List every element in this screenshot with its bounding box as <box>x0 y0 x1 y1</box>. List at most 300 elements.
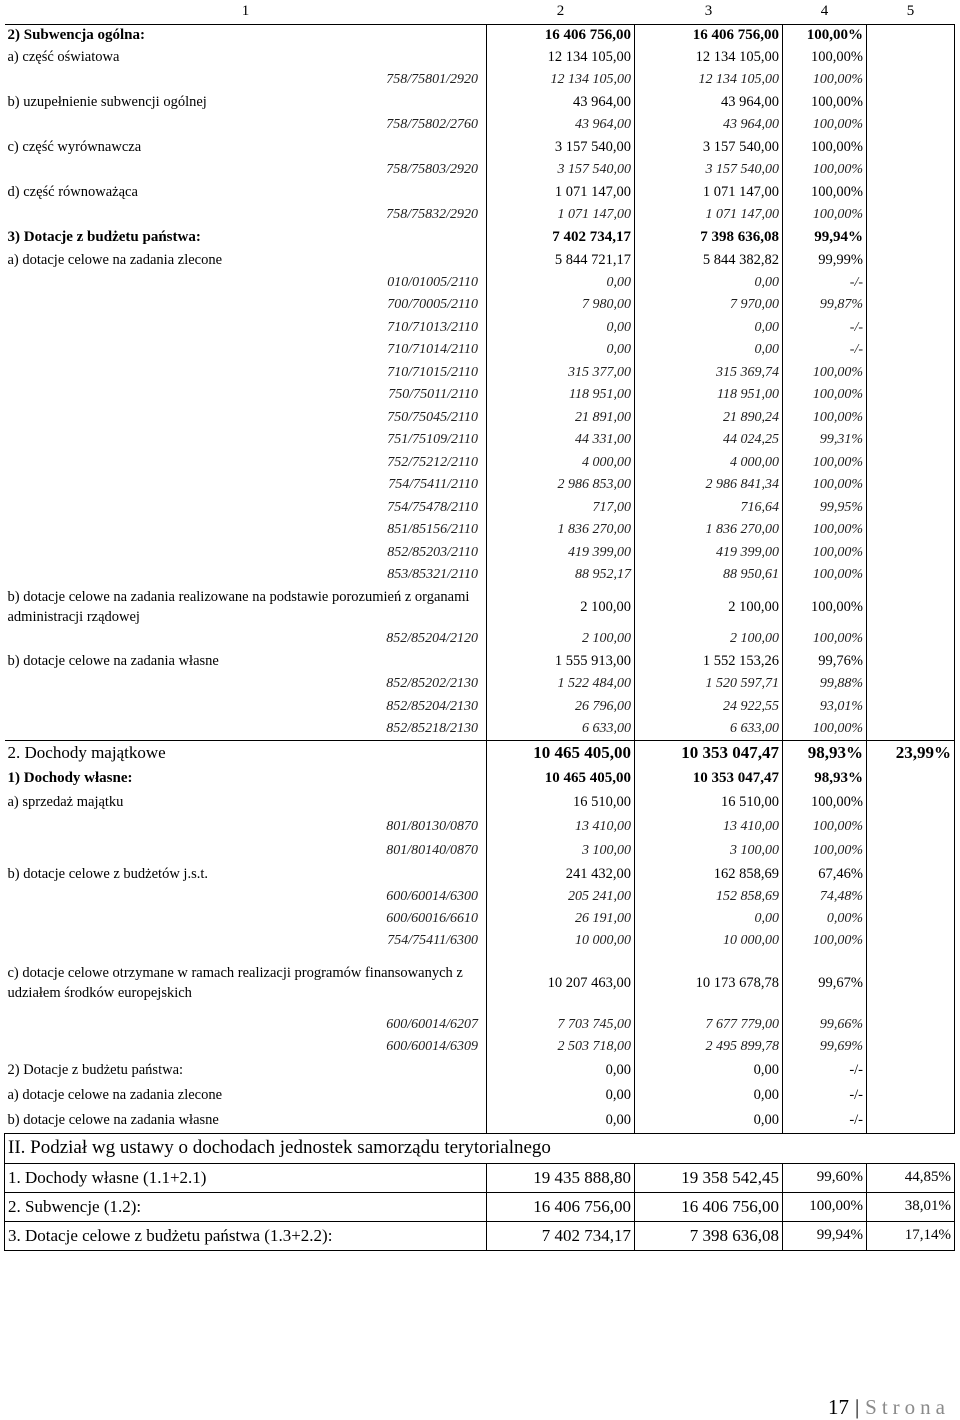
share-percent <box>867 815 955 839</box>
planned-value: 16 406 756,00 <box>487 1192 635 1221</box>
planned-value: 88 952,17 <box>487 564 635 586</box>
planned-value: 7 402 734,17 <box>487 1221 635 1250</box>
executed-value: 16 406 756,00 <box>635 24 783 46</box>
planned-value: 118 951,00 <box>487 384 635 406</box>
budget-code: 852/85202/2130 <box>386 676 478 691</box>
planned-value: 7 980,00 <box>487 294 635 316</box>
executed-value: 419 399,00 <box>635 541 783 564</box>
execution-percent: 100,00% <box>783 839 867 862</box>
summary-label: 1. Dochody własne (1.1+2.1) <box>5 1163 487 1192</box>
section2-title-row <box>5 1133 955 1163</box>
share-percent <box>867 718 955 740</box>
executed-value: 162 858,69 <box>635 862 783 886</box>
budget-code: 750/75045/2110 <box>387 409 478 425</box>
row-label: 3) Dotacje z budżetu państwa: <box>7 229 201 245</box>
code-row <box>5 695 955 718</box>
budget-code: 851/85156/2110 <box>387 522 478 537</box>
budget-code: 710/71014/2110 <box>387 342 478 357</box>
execution-percent: 100,00% <box>783 790 867 815</box>
code-row <box>5 69 955 91</box>
planned-value: 12 134 105,00 <box>487 46 635 69</box>
column-header-row <box>5 0 955 24</box>
execution-percent: 99,76% <box>783 650 867 673</box>
summary-row <box>5 1192 955 1221</box>
budget-code: 852/85204/2120 <box>386 631 478 646</box>
share-percent <box>867 564 955 586</box>
row-label: b) dotacje celowe na zadania własne <box>7 1111 219 1128</box>
planned-value: 13 410,00 <box>487 815 635 839</box>
executed-value: 4 000,00 <box>635 451 783 474</box>
share-percent <box>867 451 955 474</box>
code-row <box>5 541 955 564</box>
planned-value: 1 555 913,00 <box>487 650 635 673</box>
planned-value: 1 836 270,00 <box>487 519 635 541</box>
share-percent <box>867 862 955 886</box>
share-percent <box>867 930 955 952</box>
execution-percent: 100,00% <box>783 69 867 91</box>
execution-percent: 100,00% <box>783 204 867 226</box>
planned-value: 7 703 745,00 <box>487 1014 635 1036</box>
execution-percent: 74,48% <box>783 886 867 908</box>
planned-value: 241 432,00 <box>487 862 635 886</box>
executed-value: 0,00 <box>635 1108 783 1133</box>
summary-label: 2. Subwencje (1.2): <box>5 1192 487 1221</box>
share-percent <box>867 790 955 815</box>
planned-value: 2 100,00 <box>487 628 635 650</box>
col-header-1: 1 <box>241 3 250 20</box>
share-percent <box>867 24 955 46</box>
code-row <box>5 451 955 474</box>
footer-separator: | <box>854 1395 860 1419</box>
planned-value: 0,00 <box>487 339 635 361</box>
share-percent <box>867 226 955 249</box>
category-row <box>5 952 955 1014</box>
executed-value: 2 100,00 <box>635 628 783 650</box>
planned-value: 16 510,00 <box>487 790 635 815</box>
execution-percent: -/- <box>783 339 867 361</box>
share-percent <box>867 429 955 451</box>
executed-value: 19 358 542,45 <box>635 1163 783 1192</box>
summary-label: 3. Dotacje celowe z budżetu państwa (1.3+2.2): <box>5 1221 487 1250</box>
execution-percent: 100,00% <box>783 628 867 650</box>
category-row <box>5 862 955 886</box>
budget-code: 751/75109/2110 <box>387 432 478 447</box>
execution-percent: 99,94% <box>783 226 867 249</box>
planned-value: 5 844 721,17 <box>487 249 635 271</box>
planned-value: 16 406 756,00 <box>487 24 635 46</box>
budget-code: 600/60014/6207 <box>386 1017 478 1032</box>
execution-percent: -/- <box>783 1058 867 1083</box>
summary-row <box>5 1221 955 1250</box>
code-row <box>5 815 955 839</box>
share-percent <box>867 406 955 429</box>
code-row <box>5 384 955 406</box>
executed-value: 10 353 047,47 <box>635 740 783 766</box>
code-row <box>5 406 955 429</box>
execution-percent: 100,00% <box>783 384 867 406</box>
col-header-5: 5 <box>906 3 915 20</box>
planned-value: 1 071 147,00 <box>487 181 635 204</box>
planned-value: 10 000,00 <box>487 930 635 952</box>
share-percent <box>867 474 955 496</box>
execution-percent: 98,93% <box>783 766 867 790</box>
executed-value: 1 071 147,00 <box>635 181 783 204</box>
code-row <box>5 1036 955 1058</box>
planned-value: 26 796,00 <box>487 695 635 718</box>
executed-value: 10 173 678,78 <box>635 952 783 1014</box>
executed-value: 0,00 <box>635 271 783 294</box>
executed-value: 7 970,00 <box>635 294 783 316</box>
code-row <box>5 718 955 740</box>
row-label: b) dotacje celowe na zadania własne <box>7 653 219 669</box>
executed-value: 3 157 540,00 <box>635 159 783 181</box>
executed-value: 1 836 270,00 <box>635 519 783 541</box>
executed-value: 24 922,55 <box>635 695 783 718</box>
planned-value: 10 465 405,00 <box>487 740 635 766</box>
planned-value: 6 633,00 <box>487 718 635 740</box>
share-percent <box>867 519 955 541</box>
row-label: b) dotacje celowe z budżetów j.s.t. <box>7 865 209 882</box>
execution-percent: 99,87% <box>783 294 867 316</box>
share-percent <box>867 1014 955 1036</box>
share-percent <box>867 1108 955 1133</box>
share-percent <box>867 384 955 406</box>
row-label: 2. Dochody majątkowe <box>5 740 487 766</box>
executed-value: 0,00 <box>635 1058 783 1083</box>
planned-value: 4 000,00 <box>487 451 635 474</box>
code-row <box>5 271 955 294</box>
share-percent <box>867 204 955 226</box>
category-row <box>5 226 955 249</box>
executed-value: 12 134 105,00 <box>635 69 783 91</box>
row-label: c) dotacje celowe otrzymane w ramach realizacji programów finansowanych z udziałem środków europejskich <box>7 965 463 1001</box>
planned-value: 0,00 <box>487 271 635 294</box>
category-row <box>5 46 955 69</box>
executed-value: 6 633,00 <box>635 718 783 740</box>
planned-value: 43 964,00 <box>487 114 635 136</box>
execution-percent: 100,00% <box>783 451 867 474</box>
execution-percent: 67,46% <box>783 862 867 886</box>
share-percent <box>867 586 955 628</box>
execution-percent: 100,00% <box>783 91 867 114</box>
execution-percent: 100,00% <box>783 136 867 159</box>
row-label: 2) Subwencja ogólna: <box>5 24 487 46</box>
planned-value: 44 331,00 <box>487 429 635 451</box>
executed-value: 16 510,00 <box>635 790 783 815</box>
row-label: b) uzupełnienie subwencji ogólnej <box>7 94 207 110</box>
code-row <box>5 628 955 650</box>
execution-percent: 100,00% <box>783 474 867 496</box>
code-row <box>5 361 955 384</box>
executed-value: 315 369,74 <box>635 361 783 384</box>
executed-value: 16 406 756,00 <box>635 1192 783 1221</box>
code-row <box>5 519 955 541</box>
budget-code: 700/70005/2110 <box>387 297 478 312</box>
planned-value: 205 241,00 <box>487 886 635 908</box>
row-label: d) część równoważąca <box>7 184 138 200</box>
code-row <box>5 1014 955 1036</box>
share-percent: 44,85% <box>867 1163 955 1192</box>
planned-value: 419 399,00 <box>487 541 635 564</box>
planned-value: 717,00 <box>487 496 635 519</box>
execution-percent: 100,00% <box>783 24 867 46</box>
executed-value: 118 951,00 <box>635 384 783 406</box>
category-row <box>5 91 955 114</box>
share-percent <box>867 650 955 673</box>
execution-percent: 100,00% <box>783 586 867 628</box>
executed-value: 43 964,00 <box>635 91 783 114</box>
share-percent <box>867 271 955 294</box>
execution-percent: -/- <box>783 271 867 294</box>
planned-value: 19 435 888,80 <box>487 1163 635 1192</box>
executed-value: 2 495 899,78 <box>635 1036 783 1058</box>
income-table <box>4 0 955 1251</box>
share-percent <box>867 181 955 204</box>
code-row <box>5 294 955 316</box>
share-percent <box>867 766 955 790</box>
executed-value: 44 024,25 <box>635 429 783 451</box>
budget-code: 600/60014/6300 <box>386 889 478 904</box>
code-row <box>5 930 955 952</box>
executed-value: 1 520 597,71 <box>635 673 783 695</box>
execution-percent: 0,00% <box>783 908 867 930</box>
executed-value: 13 410,00 <box>635 815 783 839</box>
planned-value: 0,00 <box>487 1108 635 1133</box>
planned-value: 10 465 405,00 <box>487 766 635 790</box>
executed-value: 10 000,00 <box>635 930 783 952</box>
code-row <box>5 204 955 226</box>
category-row <box>5 650 955 673</box>
execution-percent: -/- <box>783 1108 867 1133</box>
executed-value: 0,00 <box>635 339 783 361</box>
budget-code: 852/85204/2130 <box>386 698 478 714</box>
row-label: a) część oświatowa <box>7 49 120 65</box>
execution-percent: 100,00% <box>783 1192 867 1221</box>
share-percent <box>867 339 955 361</box>
share-percent <box>867 886 955 908</box>
executed-value: 3 157 540,00 <box>635 136 783 159</box>
execution-percent: 100,00% <box>783 181 867 204</box>
execution-percent: 100,00% <box>783 930 867 952</box>
budget-code: 853/85321/2110 <box>387 567 478 582</box>
col-header-2: 2 <box>556 3 565 20</box>
execution-percent: 100,00% <box>783 46 867 69</box>
category-row <box>5 1108 955 1133</box>
code-row <box>5 429 955 451</box>
execution-percent: 98,93% <box>783 740 867 766</box>
row-label: a) dotacje celowe na zadania zlecone <box>7 1087 223 1103</box>
executed-value: 2 100,00 <box>635 586 783 628</box>
category-row <box>5 586 955 628</box>
share-percent <box>867 249 955 271</box>
planned-value: 3 157 540,00 <box>487 159 635 181</box>
executed-value: 7 398 636,08 <box>635 226 783 249</box>
planned-value: 10 207 463,00 <box>487 952 635 1014</box>
budget-code: 758/75803/2920 <box>386 162 478 177</box>
budget-code: 600/60014/6309 <box>386 1039 478 1054</box>
summary-row <box>5 1163 955 1192</box>
share-percent <box>867 496 955 519</box>
share-percent <box>867 1083 955 1108</box>
execution-percent: 100,00% <box>783 406 867 429</box>
row-label: 1) Dochody własne: <box>7 769 133 786</box>
share-percent <box>867 908 955 930</box>
execution-percent: 100,00% <box>783 159 867 181</box>
planned-value: 0,00 <box>487 1058 635 1083</box>
budget-code: 754/75411/6300 <box>387 933 478 948</box>
execution-percent: 100,00% <box>783 815 867 839</box>
budget-code: 752/75212/2110 <box>387 454 478 470</box>
code-row <box>5 673 955 695</box>
budget-code: 758/75802/2760 <box>386 117 478 132</box>
code-row <box>5 908 955 930</box>
execution-percent: -/- <box>783 316 867 339</box>
code-row <box>5 496 955 519</box>
share-percent <box>867 46 955 69</box>
planned-value: 1 522 484,00 <box>487 673 635 695</box>
execution-percent: 99,69% <box>783 1036 867 1058</box>
category-row <box>5 790 955 815</box>
executed-value: 5 844 382,82 <box>635 249 783 271</box>
budget-code: 010/01005/2110 <box>387 274 478 290</box>
planned-value: 21 891,00 <box>487 406 635 429</box>
execution-percent: 100,00% <box>783 718 867 740</box>
share-percent <box>867 541 955 564</box>
footer-page-word: Strona <box>865 1395 950 1419</box>
category-row <box>5 24 955 46</box>
planned-value: 3 157 540,00 <box>487 136 635 159</box>
share-percent: 23,99% <box>867 740 955 766</box>
execution-percent: 99,67% <box>783 952 867 1014</box>
col-header-4: 4 <box>820 3 829 20</box>
executed-value: 12 134 105,00 <box>635 46 783 69</box>
executed-value: 3 100,00 <box>635 839 783 862</box>
row-label: 2) Dotacje z budżetu państwa: <box>7 1062 184 1078</box>
code-row <box>5 316 955 339</box>
share-percent <box>867 673 955 695</box>
execution-percent: 100,00% <box>783 519 867 541</box>
executed-value: 43 964,00 <box>635 114 783 136</box>
share-percent: 38,01% <box>867 1192 955 1221</box>
executed-value: 1 552 153,26 <box>635 650 783 673</box>
executed-value: 7 677 779,00 <box>635 1014 783 1036</box>
section2-title: II. Podział wg ustawy o dochodach jednostek samorządu terytorialnego <box>5 1133 955 1163</box>
planned-value: 43 964,00 <box>487 91 635 114</box>
planned-value: 2 986 853,00 <box>487 474 635 496</box>
budget-code: 758/75801/2920 <box>386 72 478 87</box>
planned-value: 315 377,00 <box>487 361 635 384</box>
execution-percent: 100,00% <box>783 541 867 564</box>
share-percent <box>867 839 955 862</box>
share-percent <box>867 69 955 91</box>
category-row <box>5 1058 955 1083</box>
budget-code: 801/80130/0870 <box>386 819 478 834</box>
execution-percent: 93,01% <box>783 695 867 718</box>
share-percent <box>867 952 955 1014</box>
share-percent <box>867 91 955 114</box>
share-percent <box>867 1036 955 1058</box>
planned-value: 2 503 718,00 <box>487 1036 635 1058</box>
share-percent <box>867 1058 955 1083</box>
share-percent <box>867 114 955 136</box>
execution-percent: 100,00% <box>783 564 867 586</box>
execution-percent: 99,99% <box>783 249 867 271</box>
execution-percent: -/- <box>783 1083 867 1108</box>
budget-code: 750/75011/2110 <box>388 387 478 402</box>
code-row <box>5 839 955 862</box>
row-label: b) dotacje celowe na zadania realizowane na podstawie porozumień z organami administracji rządowej <box>7 589 470 625</box>
execution-percent: 99,95% <box>783 496 867 519</box>
execution-percent: 100,00% <box>783 114 867 136</box>
planned-value: 1 071 147,00 <box>487 204 635 226</box>
share-percent <box>867 361 955 384</box>
share-percent <box>867 159 955 181</box>
share-percent <box>867 136 955 159</box>
execution-percent: 99,31% <box>783 429 867 451</box>
executed-value: 10 353 047,47 <box>635 766 783 790</box>
code-row <box>5 339 955 361</box>
budget-code: 600/60016/6610 <box>386 911 478 926</box>
executed-value: 7 398 636,08 <box>635 1221 783 1250</box>
execution-percent: 99,66% <box>783 1014 867 1036</box>
planned-value: 0,00 <box>487 316 635 339</box>
share-percent <box>867 316 955 339</box>
executed-value: 0,00 <box>635 1083 783 1108</box>
category-row <box>5 740 955 766</box>
category-row <box>5 766 955 790</box>
budget-code: 710/71015/2110 <box>387 364 478 380</box>
planned-value: 0,00 <box>487 1083 635 1108</box>
execution-percent: 99,88% <box>783 673 867 695</box>
planned-value: 3 100,00 <box>487 839 635 862</box>
executed-value: 88 950,61 <box>635 564 783 586</box>
planned-value: 2 100,00 <box>487 586 635 628</box>
page-footer <box>828 1395 950 1420</box>
executed-value: 1 071 147,00 <box>635 204 783 226</box>
budget-code: 801/80140/0870 <box>386 842 478 858</box>
col-header-3: 3 <box>704 3 713 20</box>
executed-value: 2 986 841,34 <box>635 474 783 496</box>
category-row <box>5 136 955 159</box>
executed-value: 0,00 <box>635 908 783 930</box>
category-row <box>5 1083 955 1108</box>
executed-value: 716,64 <box>635 496 783 519</box>
executed-value: 0,00 <box>635 316 783 339</box>
executed-value: 152 858,69 <box>635 886 783 908</box>
budget-code: 758/75832/2920 <box>386 207 478 222</box>
category-row <box>5 181 955 204</box>
share-percent <box>867 294 955 316</box>
page-number: 17 <box>827 1395 849 1419</box>
row-label: a) dotacje celowe na zadania zlecone <box>7 251 223 268</box>
budget-code: 852/85203/2110 <box>387 544 478 560</box>
executed-value: 21 890,24 <box>635 406 783 429</box>
planned-value: 12 134 105,00 <box>487 69 635 91</box>
planned-value: 26 191,00 <box>487 908 635 930</box>
category-row <box>5 249 955 271</box>
budget-code: 852/85218/2130 <box>386 720 478 736</box>
share-percent <box>867 695 955 718</box>
execution-percent: 99,60% <box>783 1163 867 1192</box>
execution-percent: 100,00% <box>783 361 867 384</box>
code-row <box>5 159 955 181</box>
budget-code: 754/75478/2110 <box>387 499 478 515</box>
code-row <box>5 886 955 908</box>
code-row <box>5 474 955 496</box>
execution-percent: 99,94% <box>783 1221 867 1250</box>
row-label: c) część wyrównawcza <box>7 139 142 155</box>
share-percent: 17,14% <box>867 1221 955 1250</box>
